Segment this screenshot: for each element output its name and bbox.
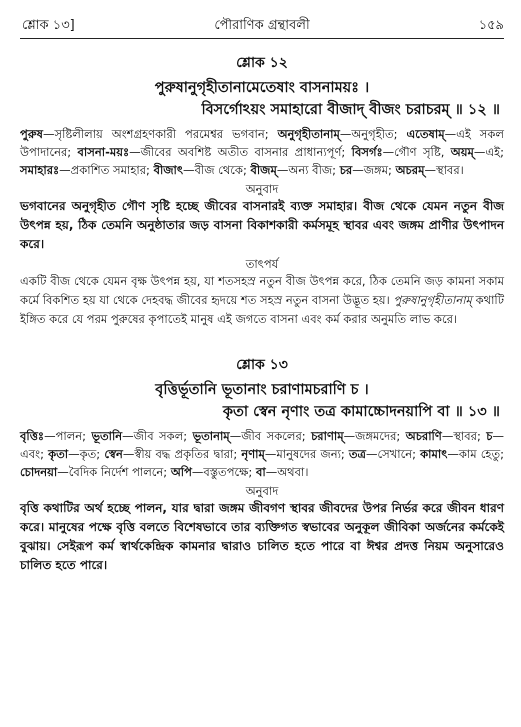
header-book-title: পৌরাণিক গ্রন্থাবলী <box>214 18 310 33</box>
synonym-meaning: —স্থাবর; <box>441 429 487 443</box>
sloka-12-purport <box>20 272 504 329</box>
sloka-12-translation: ভগবানের অনুগৃহীত গৌণ সৃষ্টি হচ্ছে জীবের বাসনারই ব্যক্ত সমাহার। বীজ থেকে যেমন নতুন বীজ উৎপন্ন হয়, ঠিক তেমনি অনুষ্ঠাতার জড় বাসনা বিকাশকারী কর্মসমূহ স্থাবর এবং জঙ্গম প্রাণীর উৎপাদন করে। <box>20 199 504 251</box>
sloka-12-verse-line-1: পুরুষানুগৃহীতানামেতেষাং বাসনাময়ঃ । <box>154 80 370 96</box>
synonym-term: বৃত্তিঃ <box>20 429 45 443</box>
sloka-13-title: শ্লোক ১৩ <box>236 357 288 373</box>
synonym-meaning: —পালন; <box>44 429 92 443</box>
synonym-term: বা <box>255 465 266 479</box>
sloka-12-translation-heading: অনুবাদ <box>245 182 279 196</box>
synonym-term: ভূতানাম্‌ <box>192 429 230 443</box>
synonym-term: চর <box>339 163 353 177</box>
synonym-meaning: —বস্তুতপক্ষে; <box>191 465 256 479</box>
synonym-meaning: —জঙ্গম; <box>352 163 396 177</box>
page-header <box>20 10 504 36</box>
synonym-meaning: —বৈদিক নির্দেশ পালনে; <box>57 465 171 479</box>
sloka-13-verse-line-2: কৃতা স্বেন নৃণাং তত্র কামাচ্চোদনয়াপি বা ॥ ১৩ ॥ <box>222 404 500 420</box>
sloka-13-translation-heading: অনুবাদ <box>245 484 279 498</box>
sloka-13-translation: বৃত্তি কথাটির অর্থ হচ্ছে পালন, যার দ্বারা জঙ্গম জীবগণ স্থাবর জীবদের উপর নির্ভর করে জীবন ধারণ করে। মানুষের পক্ষে বৃত্তি বলতে বিশেষভাবে তার ব্যক্তিগত স্বভাবের অনুকূল জীবিকা অর্জনের কর্মকেই বুঝায়। সেইরূপ কর্ম স্বার্থকেন্দ্রিক কামনার দ্বারাও চালিত হতে পারে বা ঈশ্বর প্রদত্ত নিয়ম অনুসারেও চালিত হতে পারে। <box>20 501 504 572</box>
synonym-term: স্বেন <box>104 447 123 461</box>
synonym-meaning: —জীবের অবশিষ্ট অতীত বাসনার প্রাধান্যপূর্ণ; <box>129 145 352 159</box>
synonym-meaning: —সৃষ্টিলীলায় অংশগ্রহণকারী পরমেশ্বর ভগবান; <box>42 127 278 141</box>
synonym-term: চোদনয়া <box>20 465 58 479</box>
sloka-13-verse-line-1: বৃত্তির্ভূতানি ভূতানাং চরাণামচরাণি চ । <box>155 382 369 398</box>
synonym-meaning: —এবং; <box>20 429 505 461</box>
synonym-term: বীজম্‌ <box>250 163 277 177</box>
synonym-meaning: —অন্য বীজ; <box>276 163 340 177</box>
synonym-meaning: —কৃত; <box>68 447 105 461</box>
synonym-term: এতেষাম্‌ <box>406 127 445 141</box>
synonym-term: অপি <box>170 465 192 479</box>
synonym-term: বাসনা-ময়ঃ <box>77 145 130 159</box>
synonym-meaning: —মানুষদের জন্য; <box>264 447 349 461</box>
sloka-12-verse-line-2: বিসর্গোঽয়ং সমাহারো বীজাদ্‌ বীজং চরাচরম্‌ ॥ ১২ ॥ <box>201 102 500 118</box>
purport-italic-term: পুরুষানুগৃহীতানাম্‌ <box>393 293 472 307</box>
synonym-meaning: —এই সকল উপাদানের; <box>20 127 504 159</box>
synonym-meaning: —সেখানে; <box>365 447 421 461</box>
synonym-meaning: —অথবা। <box>265 465 309 479</box>
synonym-term: চরাণাম্‌ <box>311 429 344 443</box>
book-page <box>20 10 504 575</box>
header-rule <box>20 38 504 39</box>
synonym-meaning: —জঙ্গমদের; <box>343 429 406 443</box>
synonym-term: অচরম্‌ <box>395 163 425 177</box>
synonym-term: বীজাৎ <box>153 163 184 177</box>
synonym-term: সমাহারঃ <box>20 163 60 177</box>
synonym-meaning: —স্বীয় বদ্ধ প্রকৃতির দ্বারা; <box>122 447 242 461</box>
synonym-meaning: —প্রকাশিত সমাহার; <box>59 163 154 177</box>
synonym-meaning: —অনুগৃহীত; <box>339 127 407 141</box>
synonym-term: পুরুষ <box>20 127 43 141</box>
header-sloka-ref: শ্লোক ১৩] <box>22 18 75 33</box>
synonym-meaning: —স্থাবর। <box>424 163 464 177</box>
sloka-12-title: শ্লোক ১২ <box>236 55 288 71</box>
purport-text-2: কথাটি ইঙ্গিত করে যে পরম পুরুষের কৃপাতেই মানুষ এই জগতে বাসনা এবং কর্ম করার অনুমতি লাভ করে। <box>20 293 504 326</box>
synonym-term: অচরাণি <box>405 429 442 443</box>
synonym-meaning: —বীজ থেকে; <box>183 163 251 177</box>
synonym-term: বিসর্গঃ <box>351 145 383 159</box>
synonym-term: অনুগৃহীতানাম্‌ <box>277 127 340 141</box>
synonym-term: কৃতা <box>48 447 69 461</box>
synonym-term: তত্র <box>348 447 366 461</box>
synonym-meaning: —গৌণ সৃষ্টি, <box>382 145 451 159</box>
header-page-number: ১৫৯ <box>478 18 504 33</box>
synonym-meaning: —জীব সকল; <box>122 429 193 443</box>
sloka-12-purport-heading: তাৎপর্য <box>245 257 279 271</box>
synonym-meaning: —এই; <box>473 145 504 159</box>
sloka-13-synonyms <box>20 427 504 481</box>
sloka-12-synonyms <box>20 125 504 179</box>
synonym-term: অয়ম্‌ <box>450 145 474 159</box>
synonym-meaning: —কাম হেতু; <box>447 447 504 461</box>
synonym-term: কামাৎ <box>420 447 448 461</box>
synonym-term: চ <box>486 429 493 443</box>
synonym-term: নৃণাম্‌ <box>241 447 265 461</box>
synonym-meaning: —জীব সকলের; <box>229 429 312 443</box>
synonym-term: ভূতানি <box>91 429 123 443</box>
purport-text-1: একটি বীজ থেকে যেমন বৃক্ষ উৎপন্ন হয়, যা শতসহস্র নতুন বীজ উৎপন্ন করে, ঠিক তেমনি জড় কামনা সকাম কর্মে বিকশিত হয় যা থেকে দেহবদ্ধ জীবের হৃদয়ে শত সহস্র নতুন বাসনা উদ্ভূত হয়। <box>20 274 504 307</box>
